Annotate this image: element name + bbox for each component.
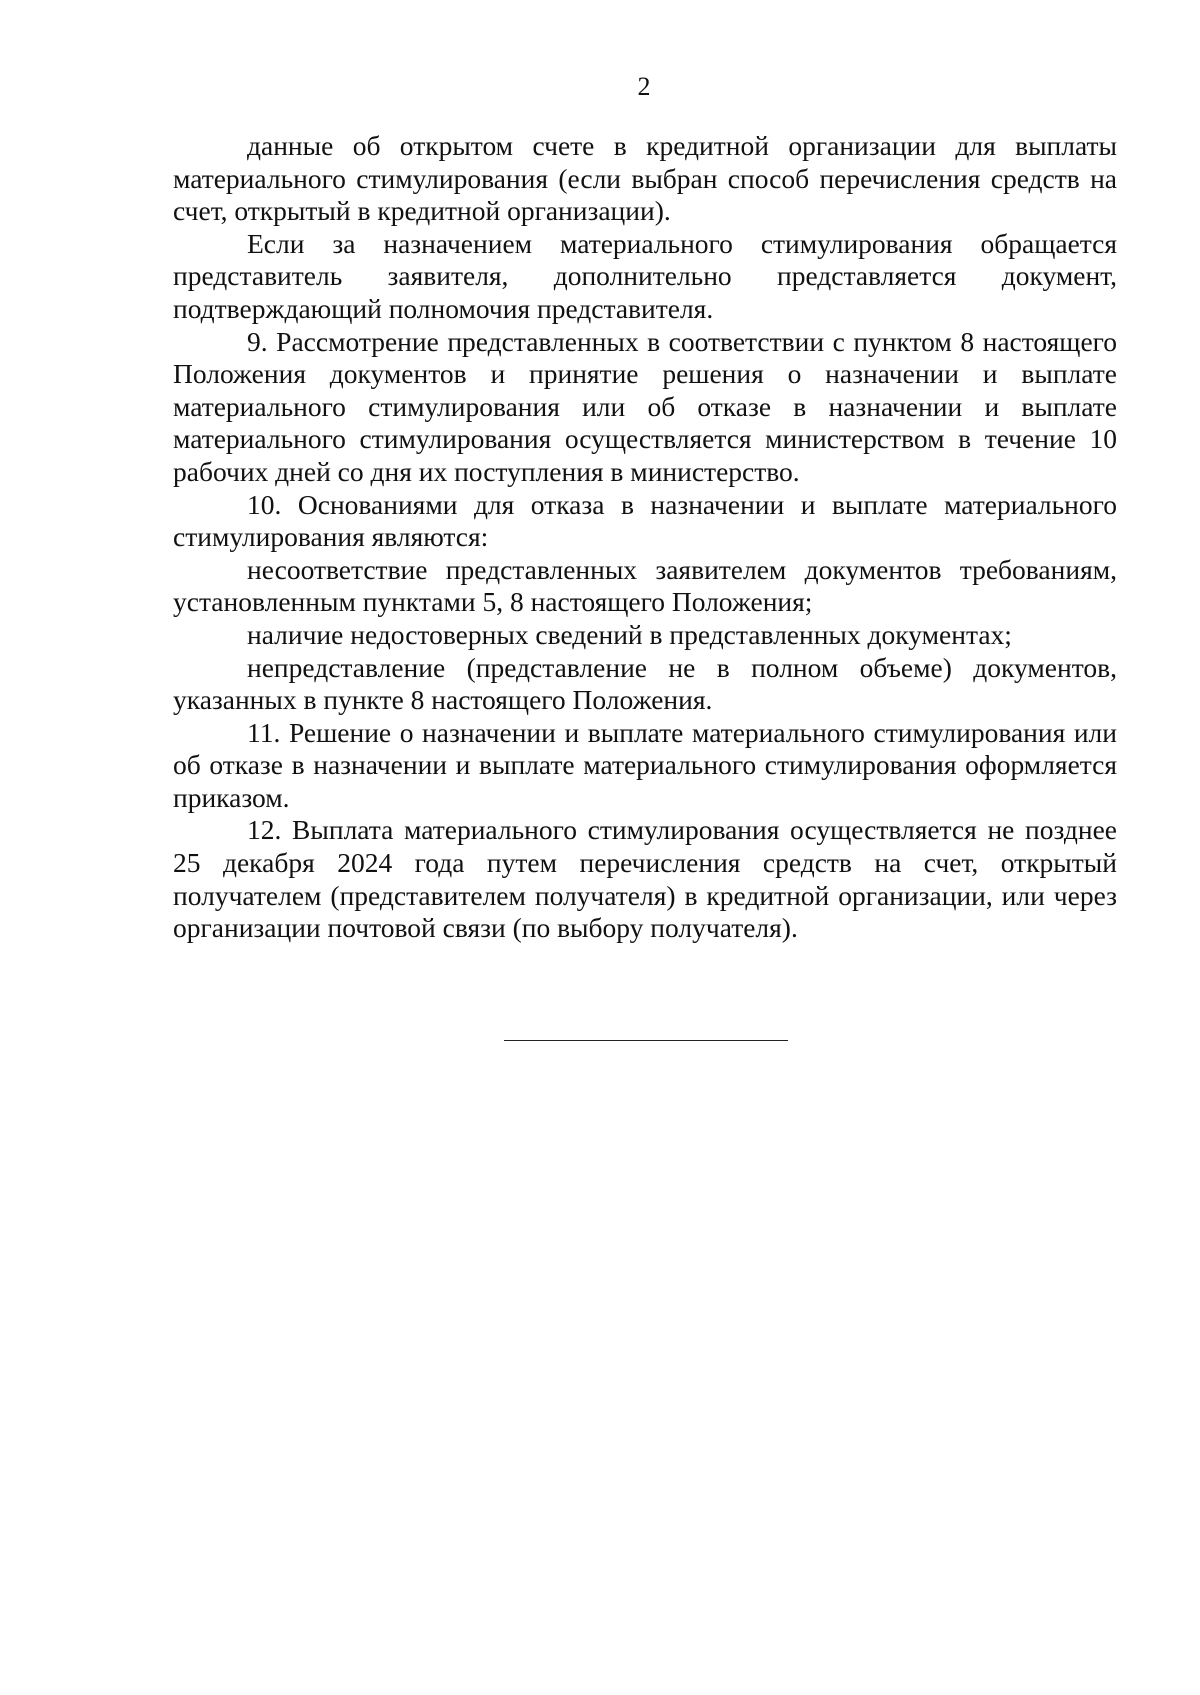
paragraph-refusal-reason-1: несоответствие представленных заявителем документов требованиям, установленным пунктами 5, 8 настоящего Положения;: [173, 553, 1117, 618]
paragraph-item-10: 10. Основаниями для отказа в назначении и выплате материального стимулирования являются:: [173, 488, 1117, 553]
paragraph-item-12: 12. Выплата материального стимулирования осуществляется не позднее 25 декабря 2024 года путем перечисления средств на счет, открытый получателем (представителем получателя) в кредитной организации, или через организации почтовой связи (по выбору получателя).: [173, 814, 1117, 944]
paragraph-item-11: 11. Решение о назначении и выплате материального стимулирования или об отказе в назначении и выплате материального стимулирования оформляется приказом.: [173, 716, 1117, 813]
document-body: [173, 130, 1117, 945]
paragraph-refusal-reason-2: наличие недостоверных сведений в представленных документах;: [247, 618, 1012, 650]
page-number: 2: [637, 72, 651, 101]
paragraph-account-details: данные об открытом счете в кредитной организации для выплаты материального стимулирования (если выбран способ перечисления средств на счет, открытый в кредитной организации).: [173, 130, 1117, 227]
end-separator-line: [504, 1040, 788, 1041]
paragraph-refusal-reason-3: непредставление (представление не в полном объеме) документов, указанных в пункте 8 настоящего Положения.: [173, 651, 1117, 716]
paragraph-representative: Если за назначением материального стимулирования обращается представитель заявителя, дополнительно представляется документ, подтверждающий полномочия представителя.: [173, 227, 1117, 324]
paragraph-item-9: 9. Рассмотрение представленных в соответствии с пунктом 8 настоящего Положения документов и принятие решения о назначении и выплате материального стимулирования или об отказе в назначении и выплате материального стимулирования осуществляется министерством в течение 10 рабочих дней со дня их поступления в министерство.: [173, 325, 1117, 487]
